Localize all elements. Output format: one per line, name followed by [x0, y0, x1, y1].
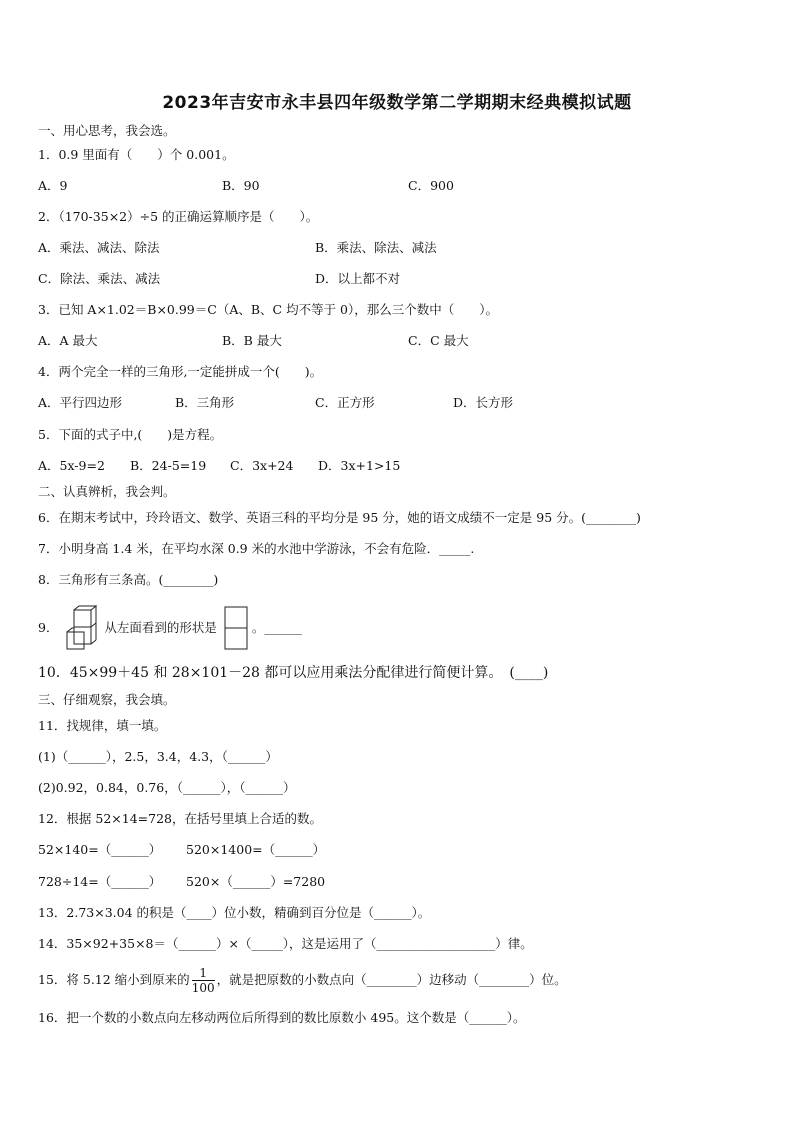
- q12-item-d: 520×（______）=7280: [186, 874, 326, 889]
- q3-option-b: B．B 最大: [222, 333, 282, 348]
- question-5: 5．下面的式子中,( )是方程。: [38, 427, 223, 442]
- q12-item-c: 728÷14=（______）: [38, 874, 162, 889]
- q11-part-2: (2)0.92，0.84，0.76，（______），（______）: [38, 780, 296, 795]
- q4-option-d: D．长方形: [453, 395, 514, 410]
- question-12: 12．根据 52×14=728，在括号里填上合适的数。: [38, 811, 322, 826]
- question-6: 6．在期末考试中，玲玲语文、数学、英语三科的平均分是 95 分，她的语文成绩不一定是 95 分。(________): [38, 510, 641, 525]
- question-11: 11．找规律，填一填。: [38, 718, 167, 733]
- left-view-figure: [224, 606, 248, 650]
- question-15: [38, 962, 567, 998]
- q9-answer-blank: 。______: [251, 620, 302, 635]
- question-1: 1．0.9 里面有（ ）个 0.001。: [38, 147, 235, 162]
- q4-option-c: C．正方形: [315, 395, 375, 410]
- question-8: 8．三角形有三条高。(________): [38, 572, 219, 587]
- q9-number: 9．: [38, 620, 59, 635]
- q3-option-a: A．A 最大: [38, 333, 98, 348]
- question-9: [38, 605, 302, 651]
- q5-option-c: C．3x+24: [230, 458, 294, 473]
- q2-option-b: B．乘法、除法、减法: [315, 240, 437, 255]
- q9-text: 从左面看到的形状是: [104, 620, 217, 635]
- question-2: 2．（170-35×2）÷5 的正确运算顺序是（ ）。: [38, 209, 319, 224]
- fraction-denominator: 100: [191, 981, 215, 995]
- question-3: 3．已知 A×1.02＝B×0.99＝C（A、B、C 均不等于 0），那么三个数中（ ）。: [38, 302, 498, 317]
- fraction-numerator: 1: [192, 966, 215, 981]
- question-13: 13．2.73×3.04 的积是（____）位小数，精确到百分位是（______）。: [38, 905, 431, 920]
- q4-option-b: B．三角形: [175, 395, 235, 410]
- q5-option-b: B．24-5=19: [130, 458, 207, 473]
- section-heading-judge: 二、认真辨析，我会判。: [38, 484, 176, 499]
- q4-option-a: A．平行四边形: [38, 395, 123, 410]
- q12-item-a: 52×140=（______）: [38, 842, 162, 857]
- q2-option-d: D．以上都不对: [315, 271, 401, 286]
- q5-option-d: D．3x+1>15: [318, 458, 401, 473]
- question-14: 14．35×92+35×8＝（______）×（_____），这是运用了（___________________）律。: [38, 936, 533, 951]
- q1-option-b: B．90: [222, 178, 260, 193]
- page-title: 2023年吉安市永丰县四年级数学第二学期期末经典模拟试题: [162, 93, 632, 113]
- q11-part-1: (1)（______），2.5，3.4，4.3，（______）: [38, 749, 278, 764]
- q5-option-a: A．5x-9=2: [38, 458, 105, 473]
- section-heading-choice: 一、用心思考，我会选。: [38, 123, 176, 138]
- q2-option-a: A．乘法、减法、除法: [38, 240, 160, 255]
- question-10: 10．45×99＋45 和 28×101－28 都可以应用乘法分配律进行简便计算。 (____): [38, 665, 549, 681]
- fraction-one-hundredth: [192, 966, 215, 995]
- q2-option-c: C．除法、乘法、减法: [38, 271, 161, 286]
- question-7: 7．小明身高 1.4 米，在平均水深 0.9 米的水池中学游泳，不会有危险．_____.: [38, 541, 475, 556]
- cube-stack-figure: [64, 605, 98, 651]
- q12-item-b: 520×1400=（______）: [186, 842, 326, 857]
- question-16: 16．把一个数的小数点向左移动两位后所得到的数比原数小 495。这个数是（______）。: [38, 1010, 526, 1025]
- section-heading-fill: 三、仔细观察，我会填。: [38, 692, 176, 707]
- question-4: 4．两个完全一样的三角形,一定能拼成一个( )。: [38, 364, 323, 379]
- q3-option-c: C．C 最大: [408, 333, 469, 348]
- q1-option-c: C．900: [408, 178, 454, 193]
- q15-suffix: ，就是把原数的小数点向（________）边移动（________）位。: [216, 972, 567, 987]
- q15-prefix: 15．将 5.12 缩小到原来的: [38, 972, 190, 987]
- q1-option-a: A．9: [38, 178, 68, 193]
